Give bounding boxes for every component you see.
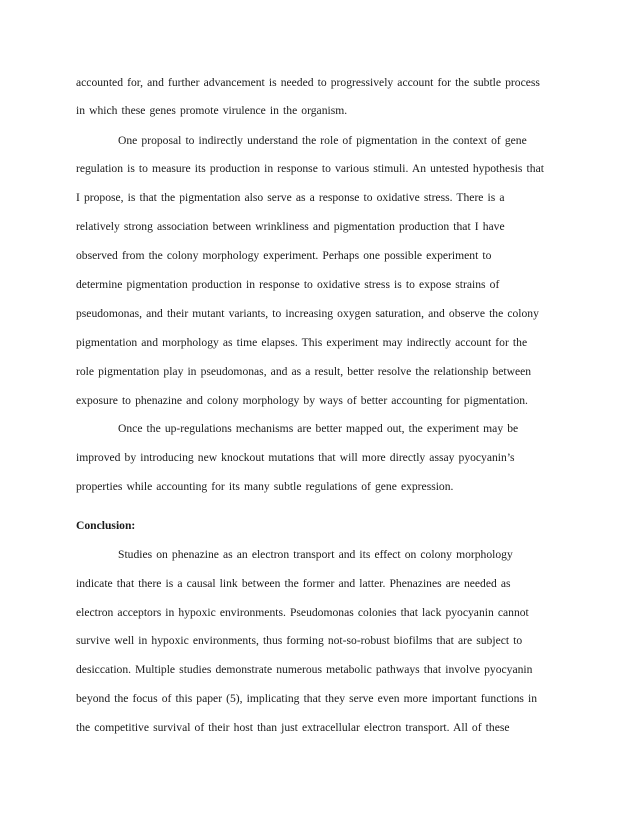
paragraph-line: determine pigmentation production in response to oxidative stress is to expose strains of bbox=[76, 278, 500, 291]
paragraph-line: observed from the colony morphology experiment. Perhaps one possible experiment to bbox=[76, 249, 492, 262]
paragraph-line: accounted for, and further advancement is needed to progressively account for the subtle process bbox=[76, 76, 540, 89]
paragraph-line: desiccation. Multiple studies demonstrate numerous metabolic pathways that involve pyocyanin bbox=[76, 663, 533, 676]
paragraph-line: electron acceptors in hypoxic environments. Pseudomonas colonies that lack pyocyanin cannot bbox=[76, 606, 529, 619]
paragraph-line: relatively strong association between wrinkliness and pigmentation production that I have bbox=[76, 220, 505, 233]
paragraph-line: One proposal to indirectly understand the role of pigmentation in the context of gene bbox=[118, 134, 527, 147]
paragraph-line: regulation is to measure its production in response to various stimuli. An untested hypothesis that bbox=[76, 162, 544, 175]
paragraph-line: the competitive survival of their host than just extracellular electron transport. All of these bbox=[76, 721, 510, 734]
paragraph-line: in which these genes promote virulence in the organism. bbox=[76, 104, 348, 117]
paragraph-line: survive well in hypoxic environments, thus forming not-so-robust biofilms that are subject to bbox=[76, 634, 523, 647]
paragraph-line: beyond the focus of this paper (5), implicating that they serve even more important functions in bbox=[76, 692, 538, 705]
section-heading: Conclusion: bbox=[76, 519, 136, 532]
paragraph-line: improved by introducing new knockout mutations that will more directly assay pyocyanin’s bbox=[76, 451, 515, 464]
paragraph-line: pigmentation and morphology as time elapses. This experiment may indirectly account for the bbox=[76, 336, 528, 349]
paragraph-line: indicate that there is a causal link between the former and latter. Phenazines are needed as bbox=[76, 577, 511, 590]
paragraph-line: Once the up-regulations mechanisms are better mapped out, the experiment may be bbox=[118, 422, 519, 435]
paragraph-line: role pigmentation play in pseudomonas, and as a result, better resolve the relationship between bbox=[76, 365, 532, 378]
paragraph-line: properties while accounting for its many subtle regulations of gene expression. bbox=[76, 480, 454, 493]
paragraph-line: exposure to phenazine and colony morphology by ways of better accounting for pigmentation. bbox=[76, 394, 528, 407]
paragraph-line: pseudomonas, and their mutant variants, to increasing oxygen saturation, and observe the colony bbox=[76, 307, 539, 320]
paragraph-line: I propose, is that the pigmentation also serve as a response to oxidative stress. There is a bbox=[76, 191, 505, 204]
paragraph-line: Studies on phenazine as an electron transport and its effect on colony morphology bbox=[118, 548, 513, 561]
